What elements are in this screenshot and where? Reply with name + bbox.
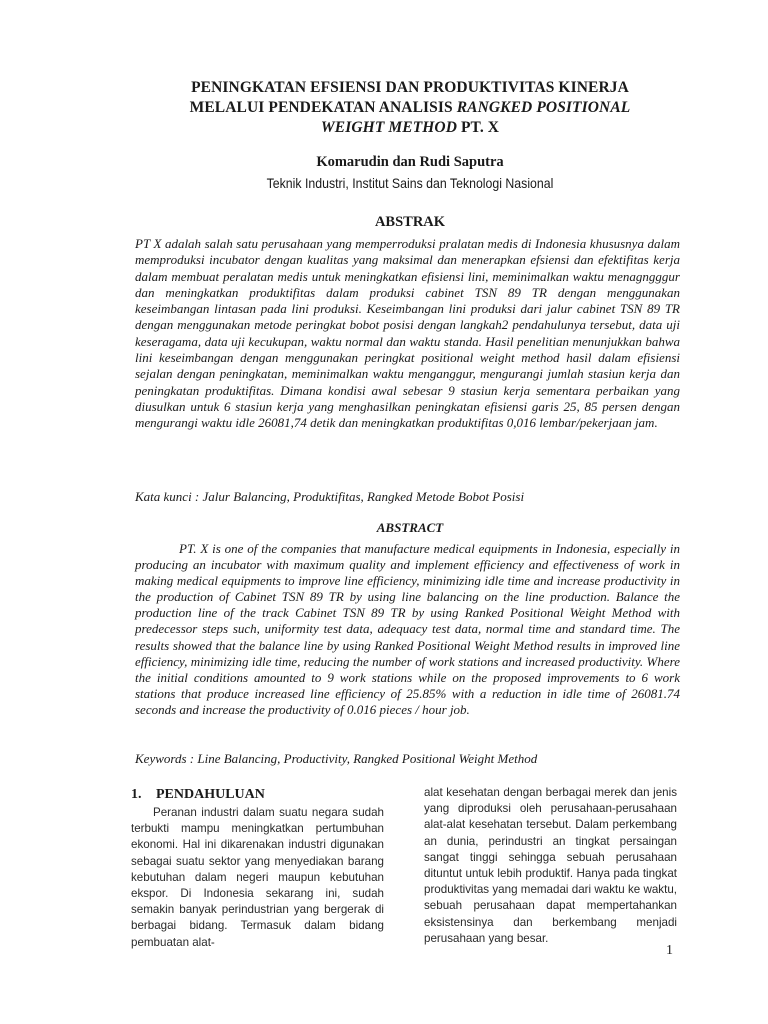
abstract-heading: ABSTRACT xyxy=(376,520,444,535)
title-line-2-normal: MELALUI PENDEKATAN ANALISIS xyxy=(189,99,457,116)
section-heading xyxy=(131,787,265,803)
abstrak-body: PT X adalah salah satu perusahaan yang memperroduksi pralatan medis di Indonesia khususnya dalam memproduksi incubator dengan kualitas yang maksimal dan menerapkan efsiensi dan efektifitas kerja dalam membuat peralatan medis untuk meningkatkan efisiensi lini, meminimalkan waktu menagngggur dan meningkatkan produktifitas dalam produksi cabinet TSN 89 TR dengan menggunakan keseimbangan lintasan pada lini produksi. Keseimbangan lini produksi dari jalur cabinet TSN 89 TR dengan menggunakan metode peringkat bobot posisi dengan langkah2 pendahulunya tersebut, data uji keseragama, data uji kecukupan, waktu normal dan waktu standa. Hasil penelitian menunjukkan bahwa lini keseimbangan dengan menggunakan peringkat positional weight method hasil dalam efisiensi sejalan dengan peningkatan, meminimalkan waktu menganggur, mengurangi jumlah stasiun kerja dan peningkatan produktifitas. Dimana kondisi awal sebesar 9 stasiun kerja sementara perbaikan yang diusulkan untuk 6 stasiun kerja yang menghasilkan peningkatan efisiensi garis 25, 85 persen dengan mengurangi waktu idle 26081,74 detik dan meningkatkan produktifitas 0,016 lembar/pekerjaan jam. xyxy=(135,236,680,431)
left-column-text xyxy=(131,805,384,951)
left-column-paragraph: Peranan industri dalam suatu negara sudah terbukti mampu meningkatkan pertumbuhan ekonomi. Hal ini dikarenakan industri digunakan sebagai suatu sektor yang menyediakan barang kebutuhan dalam negeri maupun kebutuhan ekspor. Di Indonesia sekarang ini, sudah semakin banyak perindustrian yang bergerak di berbagai bidang. Termasuk dalam bidang pembuatan alat- xyxy=(131,806,384,949)
paper-title xyxy=(120,78,700,138)
section-title: PENDAHULUAN xyxy=(156,787,265,802)
title-line-2 xyxy=(120,98,700,118)
title-line-3 xyxy=(120,118,700,138)
authors: Komarudin dan Rudi Saputra xyxy=(316,154,504,170)
abstract-body xyxy=(135,541,680,718)
affiliation: Teknik Industri, Institut Sains dan Teknologi Nasional xyxy=(266,175,554,191)
section-number: 1. xyxy=(131,787,142,802)
abstrak-heading: ABSTRAK xyxy=(374,214,446,230)
right-column-text: alat kesehatan dengan berbagai merek dan jenis yang diproduksi oleh perusahaan-perusahaan alat-alat kesehatan tersebut. Dalam perkembang an dunia, perindustri an tingkat persaingan sangat tinggi sehingga sebuah perusahaan dituntut untuk lebih produktif. Hanya pada tingkat produktivitas yang memadai dari waktu ke waktu, sebuah perusahaan dapat mempertahankan eksistensinya dan berkembang menjadi perusahaan yang besar. xyxy=(424,786,677,945)
title-line-3-italic: WEIGHT METHOD xyxy=(320,119,457,136)
title-line-3-normal: PT. X xyxy=(457,119,500,136)
title-line-2-italic: RANGKED POSITIONAL xyxy=(456,99,631,116)
keywords: Keywords : Line Balancing, Productivity, Rangked Positional Weight Method xyxy=(135,751,538,766)
page-number: 1 xyxy=(666,943,673,958)
abstract-text: PT. X is one of the companies that manufacture medical equipments in Indonesia, especially in producing an incubator with maximum quality and implement efficiency and effectiveness of work in making medical equipments to improve line efficiency, minimizing idle time and increase productivity in the production of Cabinet TSN 89 TR by using line balancing on the line production. Balance the production line of the track Cabinet TSN 89 TR by using Ranked Positional Weight Method with predecessor steps such, uniformity test data, adequacy test data, normal time and standard time. The results showed that the balance line by using Ranked Positional Weight Method results in improved line efficiency, minimizing idle time, reducing the number of work stations and increased productivity. Where the initial conditions amounted to 9 work stations while on the proposed improvements to 6 work stations that produce increased line efficiency of 25.85% with a reduction in idle time of 26081.74 seconds and increase the productivity of 0.016 pieces / hour job. xyxy=(135,541,680,717)
title-line-1: PENINGKATAN EFSIENSI DAN PRODUKTIVITAS KINERJA xyxy=(191,79,629,96)
kata-kunci: Kata kunci : Jalur Balancing, Produktifitas, Rangked Metode Bobot Posisi xyxy=(135,489,525,504)
